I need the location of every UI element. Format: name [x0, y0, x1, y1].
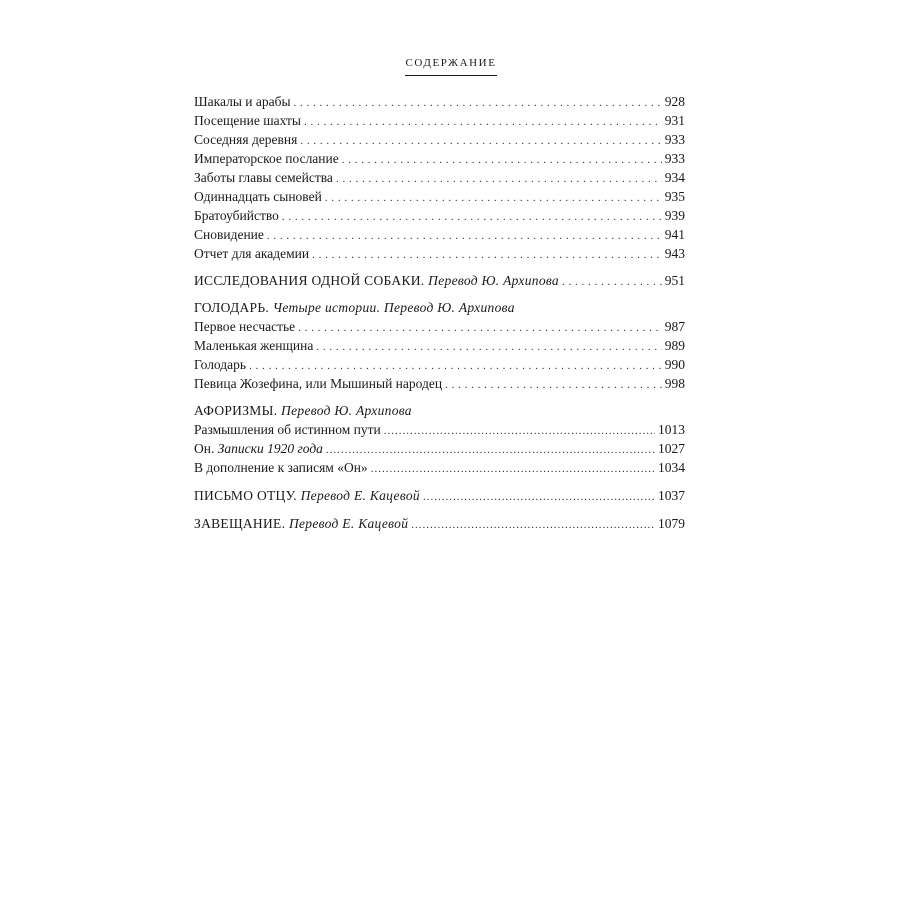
entry-title: Соседняя деревня: [194, 132, 298, 147]
dot-leader: [326, 441, 655, 460]
toc-section-letter-to-father[interactable]: [194, 486, 685, 505]
toc-entry-jackals-and-arabs[interactable]: [194, 92, 685, 111]
toc-entry-cares-of-family-man[interactable]: [194, 168, 685, 187]
entry-page: 987: [664, 319, 685, 334]
entry-title: Маленькая женщина: [194, 338, 314, 353]
toc-entry-josephine-the-singer[interactable]: [194, 374, 685, 393]
toc-entry-eleven-sons[interactable]: [194, 187, 685, 206]
entry-title: Первое несчастье: [194, 319, 296, 334]
dot-leader: [316, 338, 661, 357]
entry-page: 935: [664, 189, 685, 204]
toc-entry-report-to-academy[interactable]: [194, 244, 685, 263]
dot-leader: [423, 488, 655, 507]
toc-section-aphorisms[interactable]: [194, 401, 685, 420]
entry-title: Он.: [194, 441, 215, 456]
entry-page: 1027: [658, 441, 685, 456]
entry-page: 939: [664, 208, 685, 223]
toc-entry-addition-to-he[interactable]: [194, 458, 685, 477]
entry-page: 931: [664, 113, 685, 128]
dot-leader: [294, 94, 662, 113]
dot-leader: [304, 113, 662, 132]
entry-title: Шакалы и арабы: [194, 94, 291, 109]
toc-section-testament[interactable]: [194, 514, 685, 533]
toc-entry-he-notes-1920[interactable]: [194, 439, 685, 458]
dot-leader: [411, 516, 655, 535]
entry-page: 943: [664, 246, 685, 261]
table-of-contents: [194, 92, 685, 533]
toc-entry-hunger-artist[interactable]: [194, 355, 685, 374]
entry-page: 989: [664, 338, 685, 353]
section-title: ПИСЬМО ОТЦУ.: [194, 488, 297, 503]
toc-entry-next-village[interactable]: [194, 130, 685, 149]
page-title: СОДЕРЖАНИЕ: [405, 57, 496, 76]
entry-title: Братоубийство: [194, 208, 279, 223]
toc-entry-fratricide[interactable]: [194, 206, 685, 225]
section-translator: Перевод Е. Кацевой: [300, 488, 420, 503]
dot-leader: [282, 208, 662, 227]
toc-entry-first-sorrow[interactable]: [194, 317, 685, 336]
entry-page: 941: [664, 227, 685, 242]
section-translator: Перевод Е. Кацевой: [288, 516, 409, 531]
entry-page: 1034: [658, 460, 685, 475]
entry-page: 1079: [658, 516, 685, 531]
toc-header: [0, 53, 902, 76]
dot-leader: [445, 376, 662, 395]
entry-title: Сновидение: [194, 227, 264, 242]
entry-title: Заботы главы семейства: [194, 170, 333, 185]
dot-leader: [371, 460, 655, 479]
dot-leader: [562, 273, 662, 292]
section-translator: Четыре истории. Перевод Ю. Архипова: [272, 300, 515, 315]
toc-entry-dream[interactable]: [194, 225, 685, 244]
entry-title: Певица Жозефина, или Мышиный народец: [194, 376, 443, 391]
dot-leader: [300, 132, 661, 151]
entry-title: Размышления об истинном пути: [194, 422, 381, 437]
entry-page: 1013: [658, 422, 685, 437]
entry-title: В дополнение к записям «Он»: [194, 460, 368, 475]
section-title: ИССЛЕДОВАНИЯ ОДНОЙ СОБАКИ.: [194, 273, 425, 288]
dot-leader: [298, 319, 662, 338]
toc-section-hunger-artist[interactable]: [194, 298, 685, 317]
entry-subtitle: Записки 1920 года: [217, 441, 323, 456]
entry-page: 933: [664, 151, 685, 166]
section-title: ЗАВЕЩАНИЕ.: [194, 516, 286, 531]
entry-page: 1037: [658, 488, 685, 503]
entry-page: 933: [664, 132, 685, 147]
entry-page: 951: [664, 273, 685, 288]
dot-leader: [384, 422, 655, 441]
entry-page: 934: [664, 170, 685, 185]
dot-leader: [342, 151, 662, 170]
section-title: АФОРИЗМЫ.: [194, 403, 278, 418]
toc-section-investigations-of-dog[interactable]: [194, 271, 685, 290]
entry-page: 928: [664, 94, 685, 109]
section-title: ГОЛОДАРЬ.: [194, 300, 270, 315]
entry-title: Посещение шахты: [194, 113, 301, 128]
entry-page: 990: [664, 357, 685, 372]
section-translator: Перевод Ю. Архипова: [428, 273, 559, 288]
dot-leader: [267, 227, 662, 246]
dot-leader: [325, 189, 662, 208]
entry-page: 998: [664, 376, 685, 391]
toc-entry-little-woman[interactable]: [194, 336, 685, 355]
entry-title: Отчет для академии: [194, 246, 310, 261]
dot-leader: [336, 170, 662, 189]
entry-title: Голодарь: [194, 357, 247, 372]
toc-entry-imperial-message[interactable]: [194, 149, 685, 168]
toc-entry-reflections-true-way[interactable]: [194, 420, 685, 439]
entry-title: Императорское послание: [194, 151, 339, 166]
toc-entry-visit-to-mine[interactable]: [194, 111, 685, 130]
section-translator: Перевод Ю. Архипова: [281, 403, 412, 418]
dot-leader: [312, 246, 662, 265]
entry-title: Одиннадцать сыновей: [194, 189, 322, 204]
